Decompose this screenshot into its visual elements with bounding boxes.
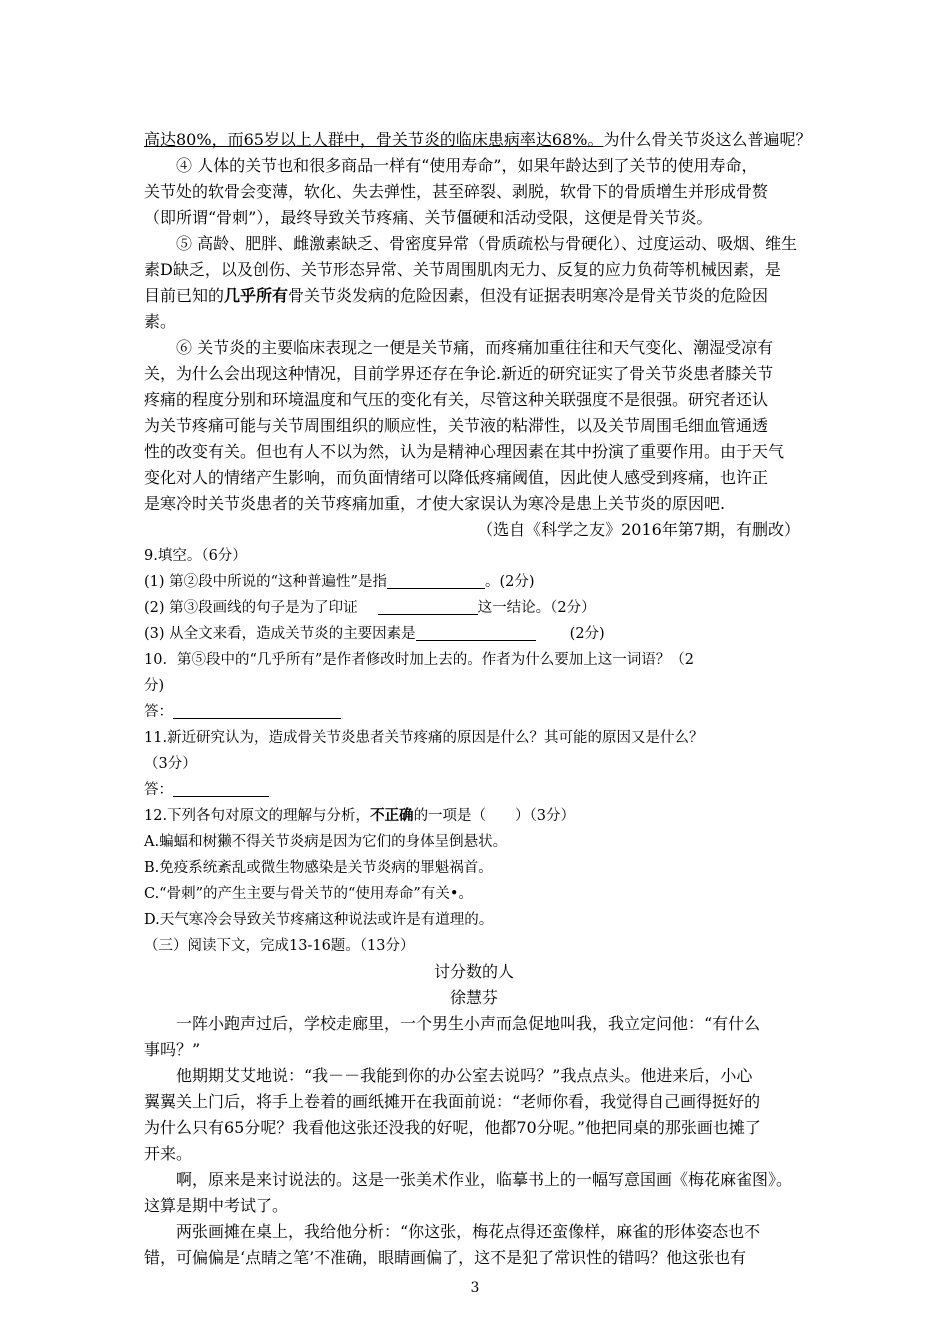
story-paragraph-line: 为什么只有65分呢？我看他这张还没我的好呢，他都70分呢。”他把同桌的那张画也摊了 xyxy=(144,1118,761,1137)
paragraph-6-line: 关，为什么会出现这种情况，目前学界还存在争论.新近的研究证实了骨关节炎患者膝关节 xyxy=(144,364,774,383)
paragraph-4-line: 关节处的软骨会变薄，软化、失去弹性，甚至碎裂、剥脱，软骨下的骨质增生并形成骨赘 xyxy=(144,182,769,201)
paragraph-3-tail: 高达80%，而65岁以上人群中，骨关节炎的临床患病率达68%。为什么骨关节炎这么普遍呢？ xyxy=(144,130,812,149)
option-b: B.免疫系统紊乱或微生物感染是关节炎病的罪魁祸首。 xyxy=(144,860,493,876)
answer-blank[interactable] xyxy=(378,596,478,615)
answer-blank[interactable] xyxy=(387,570,485,589)
option-d: D.天气寒冷会导致关节疼痛这种说法或许是有道理的。 xyxy=(144,912,494,928)
paragraph-6-line: 是寒冷时关节炎患者的关节疼痛加重，才使大家误认为寒冷是患上关节炎的原因吧. xyxy=(144,494,726,513)
story-paragraph-line: 错，可偏偏是‘点睛之笔’不准确，眼睛画偏了，这不是犯了常识性的错吗？他这张也有 xyxy=(144,1248,747,1267)
paragraph-4-line: （即所谓“骨刺”），最终导致关节疼痛、关节僵硬和活动受限，这便是骨关节炎。 xyxy=(144,208,713,227)
source-citation: （选自《科学之友》2016年第7期，有删改） xyxy=(477,520,800,539)
answer-blank[interactable] xyxy=(416,622,536,641)
paragraph-6-line: 为关节疼痛可能与关节周围组织的顺应性，关节液的粘滞性，以及关节周围毛细血管通透 xyxy=(144,416,769,435)
story-paragraph-line: 开来。 xyxy=(144,1144,193,1163)
story-author: 徐慧芬 xyxy=(449,988,498,1007)
bold-phrase: 不正确 xyxy=(370,807,414,824)
answer-line: 答： xyxy=(144,700,804,724)
option-c: C.“骨刺”的产生主要与骨关节的“使用寿命”有关•。 xyxy=(144,886,473,902)
question-9-title: 9.填空。（6分） xyxy=(144,548,247,564)
story-paragraph-line: 他期期艾艾地说：“我－－我能到你的办公室去说吗？”我点点头。他进来后，小心 xyxy=(176,1066,753,1085)
question-9-3: (3) 从全文来看，造成关节炎的主要因素是 (2分) xyxy=(144,622,804,646)
story-paragraph-line: 这算是期中考试了。 xyxy=(144,1196,289,1215)
answer-blank[interactable] xyxy=(173,778,269,797)
paragraph-6-line: 疼痛的程度分别和环境温度和气压的变化有关，尽管这种关联强度不是很强。研究者还认 xyxy=(144,390,769,409)
question-10: 10．第⑤段中的“几乎所有”是作者修改时加上去的。作者为什么要加上这一词语？（2 xyxy=(144,652,694,668)
paragraph-5-line: ⑤ 高龄、肥胖、雌激素缺乏、骨密度异常（骨质疏松与骨硬化）、过度运动、吸烟、维生 xyxy=(176,234,798,253)
question-12: 12.下列各句对原文的理解与分析，不正确的一项是（ ）（3分） xyxy=(144,807,576,824)
paragraph-5-line: 目前已知的几乎所有骨关节炎发病的危险因素，但没有证据表明寒冷是骨关节炎的危险因 xyxy=(144,286,769,305)
question-10-cont: 分) xyxy=(144,678,165,694)
paragraph-6-line: 性的改变有关。但也有人不以为然，认为是精神心理因素在其中扮演了重要作用。由于天气 xyxy=(144,442,785,461)
question-9-2: (2) 第③段画线的句子是为了印证 这一结论。（2分） xyxy=(144,596,804,620)
question-11: 11.新近研究认为，造成骨关节炎患者关节疼痛的原因是什么？其可能的原因又是什么？ xyxy=(144,730,704,746)
bold-phrase: 几乎所有 xyxy=(224,286,289,305)
page-number: 3 xyxy=(470,1280,480,1296)
answer-line: 答： xyxy=(144,778,804,802)
paragraph-5-line: 素D缺乏，以及创伤、关节形态异常、关节周围肌肉无力、反复的应力负荷等机械因素，是 xyxy=(144,260,781,279)
paragraph-5-line: 素。 xyxy=(144,312,177,331)
underlined-sentence: 高达80%，而65岁以上人群中，骨关节炎的临床患病率达68%。 xyxy=(144,130,604,149)
story-paragraph-line: 啊，原来是来讨说法的。这是一张美术作业，临摹书上的一幅写意国画《梅花麻雀图》。 xyxy=(176,1170,793,1189)
story-paragraph-line: 两张画摊在桌上，我给他分析：“你这张，梅花点得还蛮像样，麻雀的形体姿态也不 xyxy=(176,1222,761,1241)
paragraph-4-line: ④ 人体的关节也和很多商品一样有“使用寿命”，如果年龄达到了关节的使用寿命， xyxy=(176,156,758,175)
story-paragraph-line: 事吗？” xyxy=(144,1040,201,1059)
paragraph-6-line: 变化对人的情绪产生影响，而负面情绪可以降低疼痛阈值，因此使人感受到疼痛，也许正 xyxy=(144,468,769,487)
question-11-cont: （3分） xyxy=(144,756,197,772)
option-a: A.蝙蝠和树獭不得关节炎病是因为它们的身体呈倒悬状。 xyxy=(144,834,508,850)
question-9-1: (1) 第②段中所说的“这种普遍性”是指 。(2分) xyxy=(144,570,804,594)
paragraph-6-line: ⑥ 关节炎的主要临床表现之一便是关节痛，而疼痛加重往往和天气变化、潮湿受凉有 xyxy=(176,338,774,357)
story-paragraph-line: 翼翼关上门后，将手上卷着的画纸摊开在我面前说：“老师你看，我觉得自己画得挺好的 xyxy=(144,1092,761,1111)
answer-blank[interactable] xyxy=(173,700,341,719)
section-3-heading: （三）阅读下文，完成13-16题。（13分） xyxy=(144,938,415,954)
story-title: 讨分数的人 xyxy=(433,962,514,981)
story-paragraph-line: 一阵小跑声过后，学校走廊里，一个男生小声而急促地叫我，我立定问他：“有什么 xyxy=(176,1014,761,1033)
